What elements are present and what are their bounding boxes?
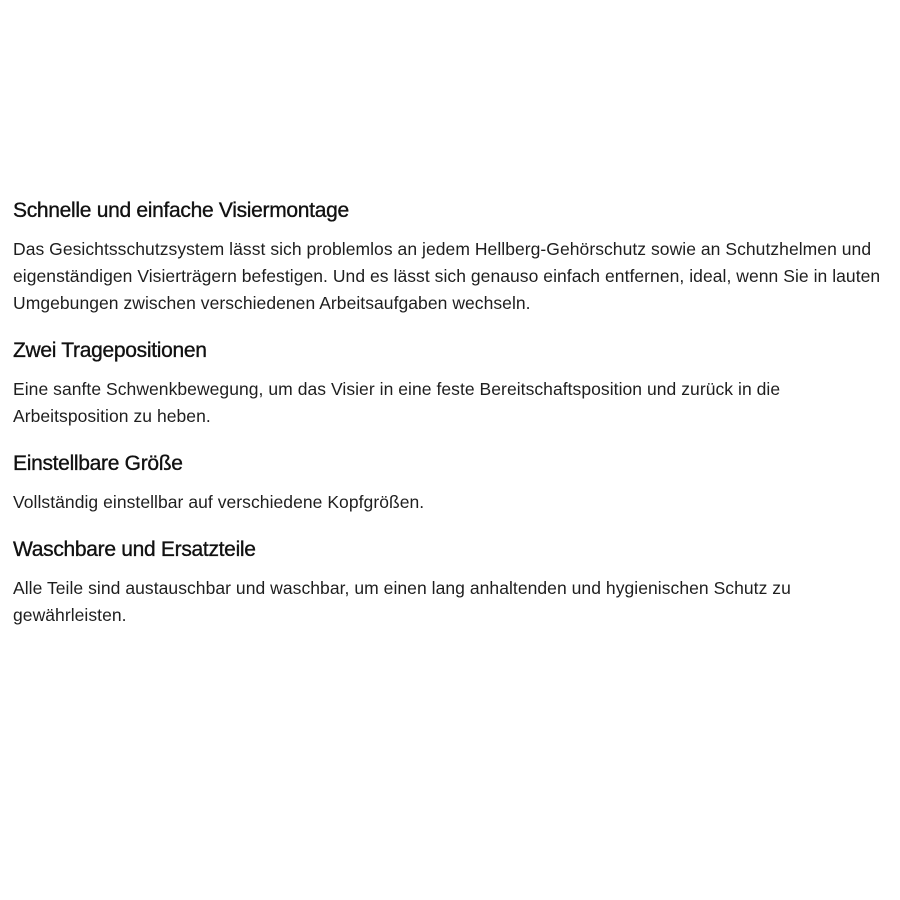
feature-heading: Zwei Tragepositionen [13, 339, 207, 362]
feature-description: Das Gesichtsschutzsystem lässt sich problemlos an jedem Hellberg-Gehörschutz sowie an Schutzhelmen und eigenständigen Visierträgern befestigen. Und es lässt sich genauso einfach entfernen, ideal, wenn Sie in lauten Umgebungen zwischen verschiedenen Arbeitsaufgaben wechseln. [13, 239, 881, 313]
feature-heading: Waschbare und Ersatzteile [13, 538, 256, 561]
feature-description: Eine sanfte Schwenkbewegung, um das Visier in eine feste Bereitschaftsposition und zurück in die Arbeitsposition zu heben. [13, 379, 781, 426]
feature-list [13, 196, 897, 648]
feature-heading: Einstellbare Größe [13, 452, 183, 475]
feature-section-adjustable-size [13, 449, 897, 516]
feature-section-visor-mounting [13, 196, 897, 317]
feature-heading: Schnelle und einfache Visiermontage [13, 199, 349, 222]
feature-description: Vollständig einstellbar auf verschiedene Kopfgrößen. [13, 492, 425, 512]
feature-description: Alle Teile sind austauschbar und waschbar, um einen lang anhaltenden und hygienischen Schutz zu gewährleisten. [13, 578, 791, 625]
feature-section-wearing-positions [13, 336, 897, 430]
feature-section-washable-parts [13, 535, 897, 629]
